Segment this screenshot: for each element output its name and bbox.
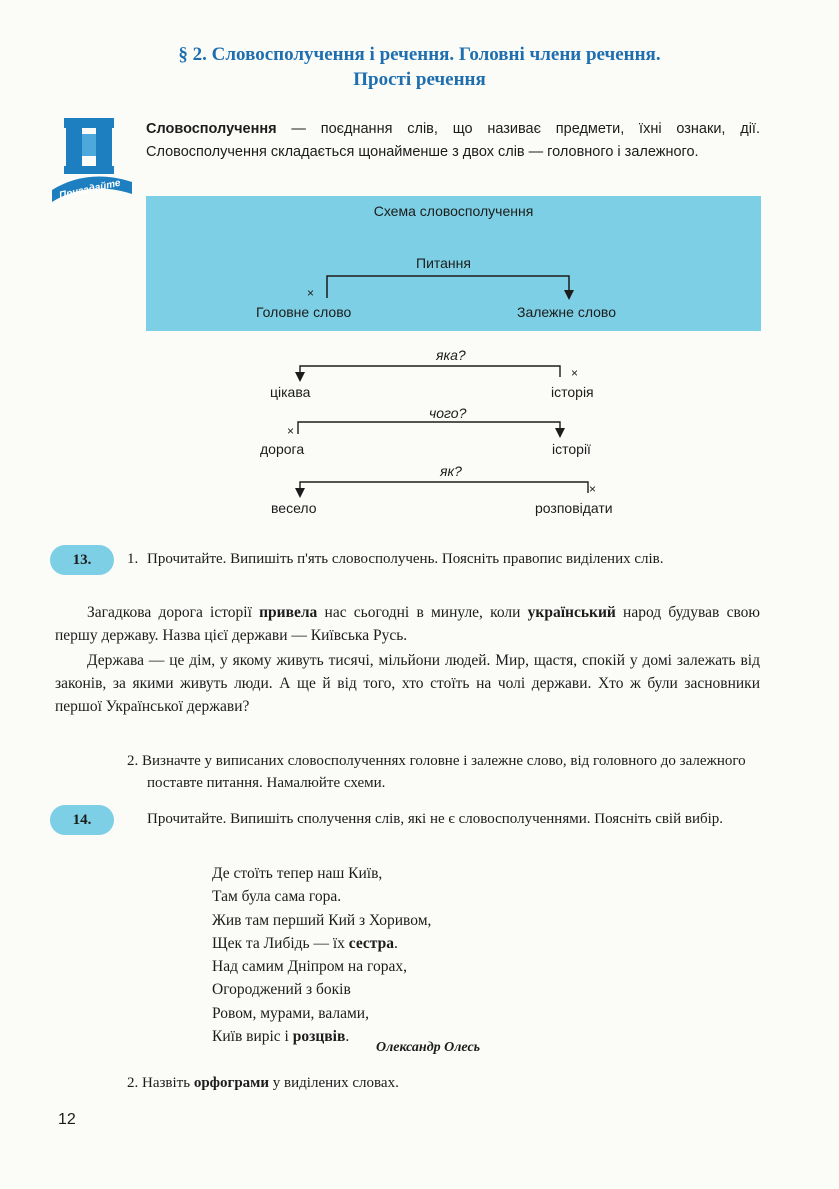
example-1-mark: × <box>571 366 579 380</box>
example-3-left: весело <box>271 500 317 516</box>
task-13-text-paragraph-1: Загадкова дорога історії привела нас сьогодні в минуле, коли український народ будував свою першу державу. Назва цієї держави — Київська Русь. <box>55 604 761 644</box>
task-13-part2: 2. Визначте у виписаних словосполученнях головне і залежне слово, від головного до залежного поставте питання. Намалюйте схеми. <box>127 753 746 791</box>
poem-author: Олександр Олесь <box>376 1040 481 1055</box>
page-number: 12 <box>58 1111 76 1128</box>
task-14-text: Прочитайте. Випишіть сполучення слів, які не є словосполученнями. Поясніть свій вибір. <box>147 811 724 827</box>
poem-line-3: Жив там перший Кий з Хоривом, <box>212 911 432 929</box>
task-13-badge: 13. <box>50 545 114 575</box>
highlight-sestra: сестра <box>348 934 394 952</box>
example-1-question: яка? <box>436 347 466 363</box>
schema-arrow <box>146 196 761 331</box>
remember-label: Пригадайте <box>58 177 122 202</box>
poem-line-4: Щек та Либідь — їх сестра. <box>212 934 398 952</box>
schema-title: Схема словосполучення <box>373 203 534 219</box>
poem-line-2: Там була сама гора. <box>212 888 342 906</box>
page-title <box>60 42 779 92</box>
schema-dependent-word: Залежне слово <box>517 304 616 320</box>
task-13-text-paragraph-2: Держава — це дім, у якому живуть тисячі, мільйони людей. Мир, щастя, спокій у домі залежать від законів, за якими живуть люди. А ще й від того, хто стоїть на чолі держави. Хто ж були засновники першої Української держави? <box>55 652 760 715</box>
remember-icon <box>48 112 136 204</box>
example-3-question: як? <box>440 463 462 479</box>
task-14-part2: 2. Назвіть орфограми у виділених словах. <box>127 1075 399 1091</box>
highlight-roztsviv: розцвів <box>292 1028 346 1046</box>
definition-text: — поєднання слів, що називає предмети, їхні ознаки, дії. Словосполучення складається щонайменше з двох слів — головного і залежного. <box>146 121 760 160</box>
title-line-2: Прості речення <box>353 69 486 90</box>
example-1-left: цікава <box>270 384 311 400</box>
definition <box>146 118 760 164</box>
definition-term: Словосполучення <box>146 121 277 137</box>
example-2-left: дорога <box>260 441 305 457</box>
example-1-right: історія <box>551 384 594 400</box>
example-2-question: чого? <box>429 405 467 421</box>
title-line-1: § 2. Словосполучення і речення. Головні члени речення. <box>178 44 661 65</box>
task-14-badge: 14. <box>50 805 114 835</box>
example-2-right: історії <box>552 441 591 457</box>
schema-head-mark: × <box>307 286 315 300</box>
poem-line-6: Огороджений з боків <box>212 981 351 999</box>
poem-line-5: Над самим Дніпром на горах, <box>212 958 407 976</box>
poem-line-7: Ровом, мурами, валами, <box>212 1004 369 1022</box>
example-3-right: розповідати <box>535 500 613 516</box>
highlight-privela: привела <box>259 604 318 621</box>
poem-line-1: Де стоїть тепер наш Київ, <box>212 865 383 882</box>
highlight-ukrainskyi: український <box>527 604 616 621</box>
example-3-mark: × <box>589 482 597 496</box>
poem <box>212 862 431 1048</box>
poem-line-8: Київ виріс і розцвів. <box>212 1028 350 1046</box>
schema-question: Питання <box>416 255 471 271</box>
example-2-mark: × <box>287 424 295 438</box>
task-13-part1: Прочитайте. Випишіть п'ять словосполучень. Поясніть правопис виділених слів. <box>147 551 664 567</box>
task-13-part1-number: 1. <box>127 551 139 567</box>
schema-head-word: Головне слово <box>256 304 352 320</box>
